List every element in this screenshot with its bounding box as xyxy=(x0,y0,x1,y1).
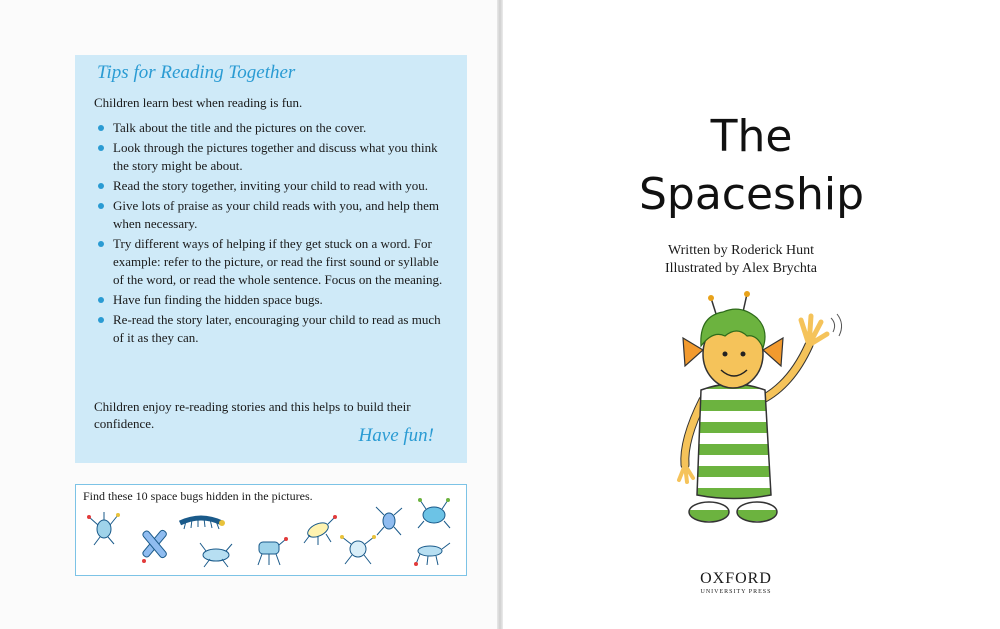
space-bug-4-icon xyxy=(196,541,236,569)
space-bug-5-icon xyxy=(250,533,288,567)
tip-item: Have fun finding the hidden space bugs. xyxy=(94,291,444,309)
space-bug-3-icon xyxy=(176,511,226,535)
alien-character-illustration xyxy=(661,290,851,530)
tips-title: Tips for Reading Together xyxy=(97,62,296,83)
tips-signoff: Have fun! xyxy=(358,425,434,446)
space-bug-9-icon xyxy=(414,497,454,531)
tips-outro: Children enjoy re-reading stories and this helps to build their confidence. xyxy=(94,399,411,431)
space-bugs-caption: Find these 10 space bugs hidden in the pictures. xyxy=(83,489,313,503)
author-credit: Written by Roderick Hunt xyxy=(667,243,814,258)
illustrator-credit: Illustrated by Alex Brychta xyxy=(664,261,818,276)
space-bugs-panel xyxy=(75,484,467,576)
book-title xyxy=(503,108,1000,224)
publisher-name: OXFORD xyxy=(700,570,772,587)
space-bug-10-icon xyxy=(408,537,452,567)
publisher-subtitle: UNIVERSITY PRESS xyxy=(700,589,772,595)
tips-intro: Children learn best when reading is fun. xyxy=(94,95,303,110)
tips-list xyxy=(94,119,444,349)
left-page xyxy=(0,0,497,629)
tip-item: Look through the pictures together and discuss what you think the story might be about. xyxy=(94,139,444,175)
space-bug-6-icon xyxy=(298,513,338,547)
tip-item: Give lots of praise as your child reads with you, and help them when necessary. xyxy=(94,197,444,233)
space-bug-8-icon xyxy=(372,503,406,539)
credits xyxy=(503,242,979,278)
tip-item: Talk about the title and the pictures on the cover. xyxy=(94,119,444,137)
tip-item: Read the story together, inviting your child to read with you. xyxy=(94,177,444,195)
space-bug-2-icon xyxy=(138,525,172,565)
space-bug-1-icon xyxy=(86,509,122,547)
publisher-logo xyxy=(503,570,969,595)
right-page xyxy=(503,0,1000,629)
tip-item: Re-read the story later, encouraging your child to read as much of it as they can. xyxy=(94,311,444,347)
tip-item: Try different ways of helping if they get stuck on a word. For example: refer to the picture, or read the first sound or syllable of the word, or read the whole sentence. Focus on the meaning. xyxy=(94,235,444,289)
tips-panel xyxy=(75,55,467,463)
book-title-line-1: The xyxy=(710,111,793,162)
book-title-line-2: Spaceship xyxy=(638,169,865,220)
